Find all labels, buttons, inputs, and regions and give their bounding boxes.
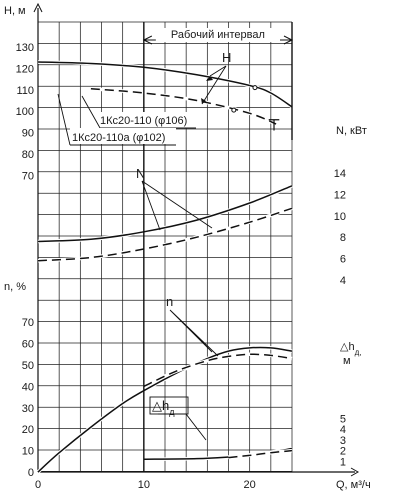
head-tick-110: 110 bbox=[16, 84, 34, 97]
efficiency-halo-1 bbox=[144, 354, 292, 386]
series-label-106: 1Кс20-110 (φ106) bbox=[100, 115, 188, 127]
power-tick-14: 14 bbox=[333, 168, 346, 180]
flow-tick-20: 20 bbox=[243, 479, 256, 491]
head-tick-80: 80 bbox=[21, 149, 34, 161]
flow-tick-0: 0 bbox=[34, 479, 42, 491]
efficiency-tick-10: 10 bbox=[21, 445, 34, 458]
npsh-tick-5: 5 bbox=[339, 413, 346, 426]
head-tick-120: 120 bbox=[15, 63, 34, 76]
power-label-leaders bbox=[142, 181, 212, 230]
npsh-title-sub: д, bbox=[354, 347, 362, 357]
power-tick-8: 8 bbox=[339, 232, 346, 245]
power-tick-4: 4 bbox=[339, 275, 346, 287]
efficiency-tick-70: 70 bbox=[21, 317, 34, 330]
head-tick-70: 70 bbox=[21, 170, 34, 183]
flow-axis-title: Q, м³/ч bbox=[336, 479, 371, 491]
origin-tick: 0 bbox=[27, 467, 34, 479]
series-label-102: 1Кс20-110а (φ102) bbox=[72, 132, 166, 144]
npsh-axis-title bbox=[340, 341, 361, 367]
efficiency-tick-50: 50 bbox=[21, 360, 34, 372]
power-tick-12: 12 bbox=[333, 189, 346, 202]
efficiency-tick-60: 60 bbox=[21, 338, 34, 351]
power-tick-6: 6 bbox=[339, 253, 346, 266]
npsh-tick-2: 2 bbox=[339, 445, 346, 458]
efficiency-tick-30: 30 bbox=[21, 402, 34, 415]
power-axis-title: N, кВт bbox=[336, 125, 367, 137]
npsh-title-main: △h bbox=[340, 341, 355, 353]
power-curve-label: N bbox=[136, 166, 146, 181]
npsh-title-unit: м bbox=[343, 355, 351, 367]
efficiency-tick-40: 40 bbox=[21, 381, 34, 394]
chart-axes bbox=[16, 4, 358, 491]
power-tick-10: 10 bbox=[333, 210, 346, 223]
head-marker-102 bbox=[232, 108, 236, 112]
efficiency-curve-label: n bbox=[166, 294, 174, 309]
efficiency-tick-20: 20 bbox=[21, 424, 34, 437]
npsh-label-main: △h bbox=[152, 398, 170, 413]
head-marker-106 bbox=[253, 86, 257, 90]
npsh-tick-4: 4 bbox=[339, 424, 346, 437]
npsh-tick-1: 1 bbox=[339, 456, 346, 469]
efficiency-axis-title: n, % bbox=[4, 281, 27, 293]
operating-range-label: Рабочий интервал bbox=[170, 29, 265, 41]
npsh-tick-3: 3 bbox=[339, 434, 346, 447]
npsh-label-sub: д bbox=[169, 407, 175, 417]
head-tick-90: 90 bbox=[21, 127, 34, 140]
flow-tick-10: 10 bbox=[137, 479, 150, 491]
head-axis-title: H, м bbox=[4, 5, 26, 17]
head-tick-130: 130 bbox=[15, 42, 34, 54]
head-tick-100: 100 bbox=[15, 106, 34, 119]
head-curve-label: H bbox=[222, 50, 232, 65]
head-label-leaders bbox=[202, 66, 226, 104]
efficiency-label-leaders bbox=[170, 310, 218, 356]
